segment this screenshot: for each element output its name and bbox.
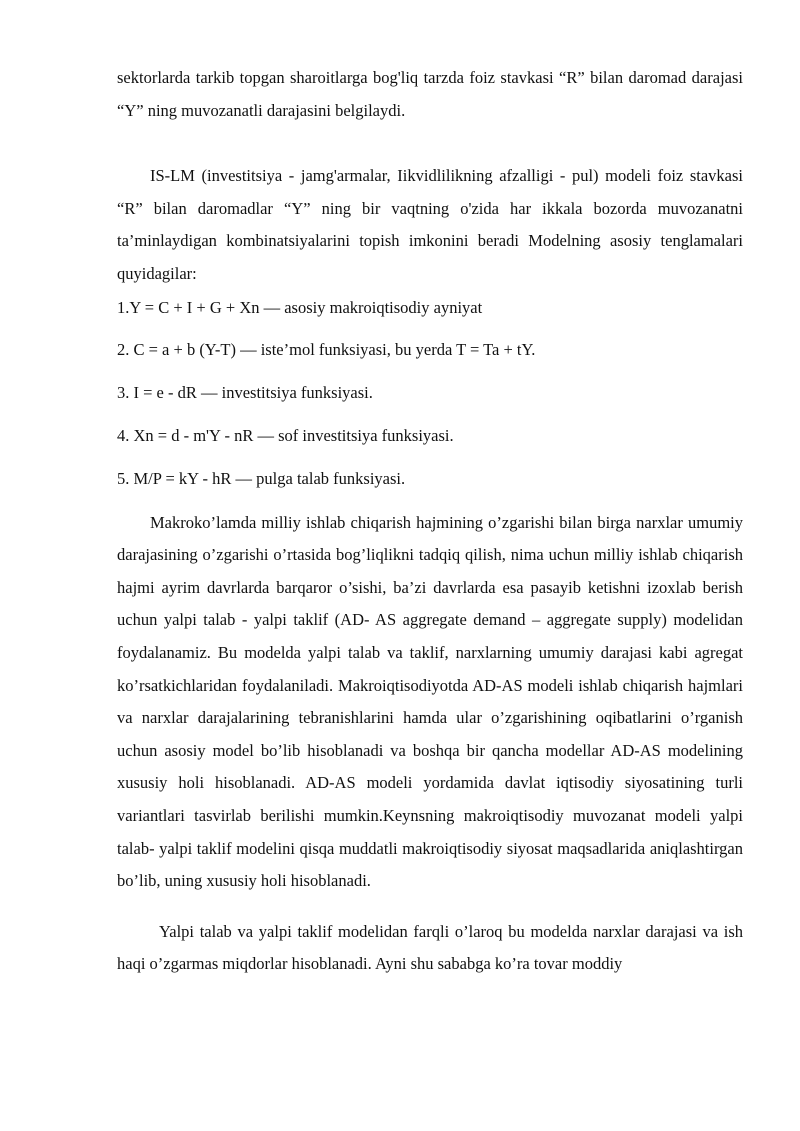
equation-1: 1.Y = C + I + G + Xn — asosiy makroiqtisodiy ayniyat (117, 297, 483, 317)
document-page (117, 62, 743, 981)
islm-paragraph: IS-LM (investitsiya - jamg'armalar, Iikvidlilikning afzalligi - pul) modeli foiz stavkasi “R” bilan daromadlar “Y” ning bir vaqtning o'zida har ikkala bozorda muvozanatni ta’minlaydigan kombinatsiyalarini topish imkonini beradi Modelning asosiy tenglamalari quyidagilar: (117, 166, 743, 283)
equation-3: 3. I = e - dR — investitsiya funksiyasi. (117, 382, 373, 402)
last-paragraph: Yalpi talab va yalpi taklif modelidan farqli o’laroq bu modelda narxlar darajasi va ish haqi o’zgarmas miqdorlar hisoblanadi. Ayni shu sababga ko’ra tovar moddiy (117, 921, 743, 974)
equation-2: 2. C = a + b (Y-T) — iste’mol funksiyasi, bu yerda T = Ta + tY. (117, 339, 536, 359)
equation-4: 4. Xn = d - m'Y - nR — sof investitsiya funksiyasi. (117, 425, 454, 445)
equation-5: 5. M/P = kY - hR — pulga talab funksiyasi. (117, 468, 406, 488)
intro-paragraph: sektorlarda tarkib topgan sharoitlarga bog'liq tarzda foiz stavkasi “R” bilan daromad darajasi “Y” ning muvozanatli darajasini belgilaydi. (117, 68, 743, 120)
adas-paragraph: Makroko’lamda milliy ishlab chiqarish hajmining o’zgarishi bilan birga narxlar umumiy darajasining o’zgarishi o’rtasida bog’liqlikni tadqiq qilish, nima uchun milliy ishlab chiqarish hajmi ayrim davrlarda barqaror o’sishi, ba’zi davrlarda esa pasayib ketishni izoxlab berish uchun yalpi talab - yalpi taklif (AD- AS aggregate demand – aggregate supply) modelidan foydalanamiz. Bu modelda yalpi talab va taklif, narxlarning umumiy darajasi kabi agregat ko’rsatkichlaridan foydalaniladi. Makroiqtisodiyotda AD-AS modeli ishlab chiqarish hajmlari va narxlar darajalarining tebranishlarini hamda ular o’zgarishining oqibatlarini o’rganish uchun asosiy model bo’lib hisoblanadi va boshqa bir qancha modellar AD-AS modelining xususiy holi hisoblanadi. AD-AS modeli yordamida davlat iqtisodiy siyosatining turli variantlari tasvirlab berilishi mumkin.Keynsning makroiqtisodiy muvozanat modeli yalpi talab- yalpi taklif modelini qisqa muddatli makroiqtisodiy siyosat maqsadlarida aniqlashtirgan bo’lib, uning xususiy holi hisoblanadi. (117, 512, 743, 891)
